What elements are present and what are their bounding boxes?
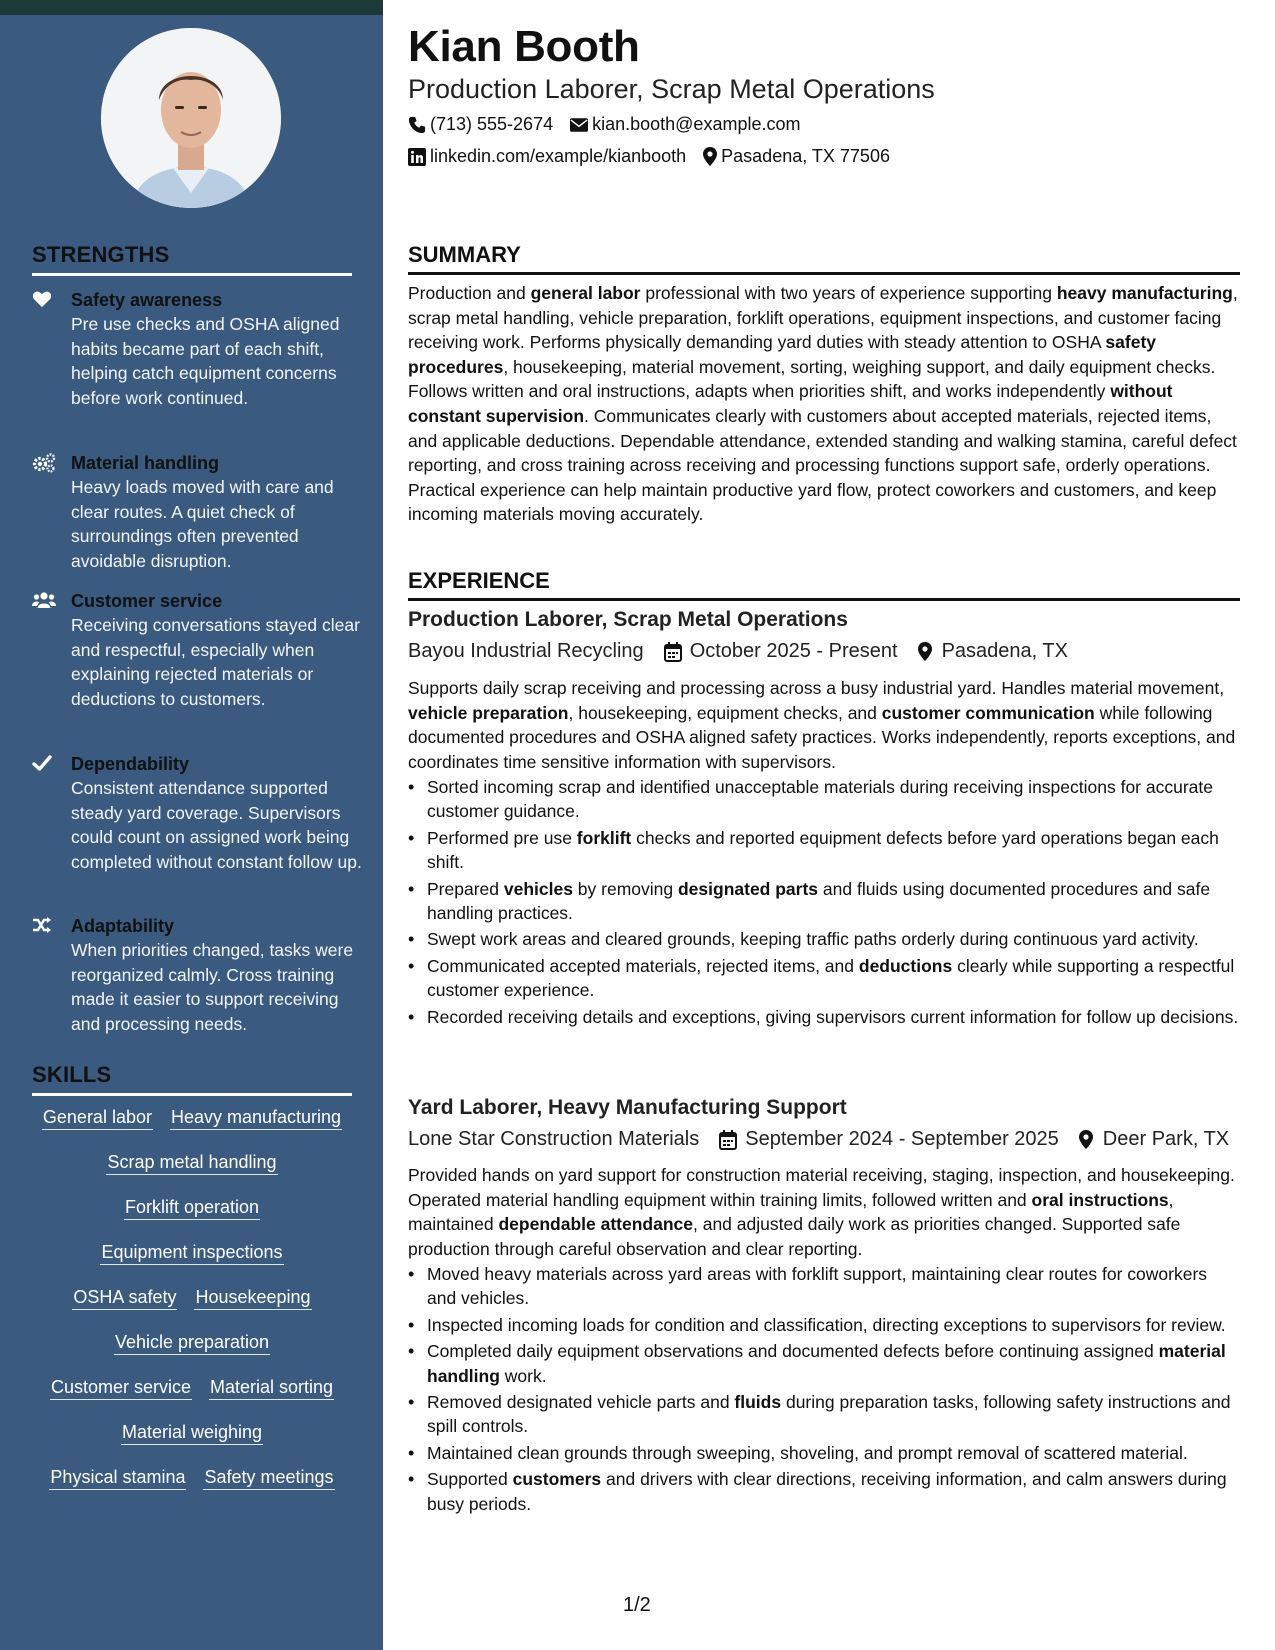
list-item: • Supported customers and drivers with clear directions, receiving information, and calm answers during busy periods. <box>408 1467 1240 1516</box>
strength-text: Receiving conversations stayed clear and respectful, especially when explaining rejected materials or deductions to customers. <box>71 615 360 709</box>
phone-number[interactable]: (713) 555-2674 <box>430 114 554 134</box>
strength-title: Safety awareness <box>71 290 223 310</box>
strength-text: Pre use checks and OSHA aligned habits became part of each shift, helping catch equipment concerns before work continued. <box>71 314 340 408</box>
calendar-icon <box>664 642 682 662</box>
job-description: Supports daily scrap receiving and processing across a busy industrial yard. Handles material movement, vehicle preparation, housekeeping, equipment checks, and customer communication while following documented procedures and OSHA aligned safety practices. Works independently, reports exceptions, and coordinates time sensitive information with supervisors. <box>408 678 1236 772</box>
profile-photo <box>101 28 281 208</box>
strength-title: Customer service <box>71 591 223 611</box>
list-item: • Completed daily equipment observations and documented defects before continuing assigned material handling work. <box>408 1339 1240 1388</box>
contact-row <box>408 146 907 167</box>
contact-row <box>408 114 817 135</box>
strength-text: Consistent attendance supported steady yard coverage. Supervisors could count on assigned work being completed without constant follow up. <box>71 778 362 872</box>
skill-tag: Material weighing <box>121 1420 263 1445</box>
list-item: • Performed pre use forklift checks and reported equipment defects before yard operations began each shift. <box>408 826 1240 875</box>
page-number: 1/2 <box>623 1594 651 1616</box>
shuffle-icon <box>32 916 56 936</box>
job-location: Pasadena, TX <box>941 640 1068 662</box>
skill-tag: Safety meetings <box>203 1465 334 1490</box>
summary-text: Production and general labor professional with two years of experience supporting heavy manufacturing, scrap metal handling, vehicle preparation, forklift operations, equipment inspections, and customer facing receiving work. Performs physically demanding yard duties with steady attention to OSHA safety procedures, housekeeping, material movement, sorting, weighing support, and daily equipment checks. Follows written and oral instructions, adapts when priorities shift, and works independently without constant supervision. Communicates clearly with customers about accepted materials, rejected items, and applicable deductions. Dependable attendance, extended standing and walking stamina, careful defect reporting, and cross training across receiving and processing functions support safe, orderly operations. Practical experience can help maintain productive yard flow, protect coworkers and customers, and keep incoming materials moving accurately. <box>408 283 1238 525</box>
avatar <box>101 28 281 208</box>
users-icon <box>32 591 56 611</box>
strength-title: Material handling <box>71 453 220 473</box>
gears-icon <box>32 453 56 473</box>
job-title: Yard Laborer, Heavy Manufacturing Support <box>408 1096 847 1119</box>
strength-title: Adaptability <box>71 916 175 936</box>
candidate-name: Kian Booth <box>408 22 640 71</box>
email-link[interactable]: kian.booth@example.com <box>592 114 801 134</box>
strength-item <box>32 752 362 874</box>
check-icon <box>32 754 56 774</box>
skill-tag: Heavy manufacturing <box>170 1105 342 1130</box>
job-description: Provided hands on yard support for construction material receiving, staging, inspection, and housekeeping. Operated material handling equipment within training limits, followed written and oral instructions, maintained dependable attendance, and adjusted daily work as priorities changed. Supported safe production through careful observation and clear reporting. <box>408 1165 1235 1259</box>
linkedin-icon <box>408 148 426 166</box>
strength-item <box>32 288 362 410</box>
job-title: Production Laborer, Scrap Metal Operations <box>408 608 848 631</box>
strength-item <box>32 451 362 573</box>
skills-list <box>32 1105 352 1510</box>
job-bullets <box>408 775 1240 1031</box>
list-item: • Swept work areas and cleared grounds, keeping traffic paths orderly during continuous yard activity. <box>408 927 1240 951</box>
list-item: • Communicated accepted materials, rejected items, and deductions clearly while supporting a respectful customer experience. <box>408 954 1240 1003</box>
location-pin-icon <box>1079 1130 1093 1149</box>
list-item: • Prepared vehicles by removing designated parts and fluids using documented procedures and safe handling practices. <box>408 877 1240 926</box>
candidate-title: Production Laborer, Scrap Metal Operations <box>408 74 935 104</box>
job-dates: September 2024 - September 2025 <box>745 1128 1059 1150</box>
skill-tag: General labor <box>42 1105 153 1130</box>
heart-icon <box>32 290 56 310</box>
summary-heading: SUMMARY <box>408 242 1240 275</box>
skill-tag: Scrap metal handling <box>106 1150 277 1175</box>
skill-tag: Physical stamina <box>49 1465 186 1490</box>
list-item: • Inspected incoming loads for condition and classification, directing exceptions to supervisors for review. <box>408 1313 1240 1337</box>
experience-heading: EXPERIENCE <box>408 568 1240 601</box>
job-bullets <box>408 1262 1240 1518</box>
job-company: Lone Star Construction Materials <box>408 1128 700 1150</box>
linkedin-link[interactable]: linkedin.com/example/kianbooth <box>430 146 687 166</box>
job-meta <box>408 640 1068 663</box>
strength-item <box>32 589 362 711</box>
skills-heading: SKILLS <box>32 1062 352 1096</box>
skill-tag: OSHA safety <box>72 1285 177 1310</box>
strength-title: Dependability <box>71 754 190 774</box>
strength-text: When priorities changed, tasks were reorganized calmly. Cross training made it easier to support receiving and processing needs. <box>71 940 354 1034</box>
strengths-heading: STRENGTHS <box>32 242 352 276</box>
list-item: • Recorded receiving details and exceptions, giving supervisors current information for follow up decisions. <box>408 1005 1240 1029</box>
job-location: Deer Park, TX <box>1102 1128 1230 1150</box>
job-dates: October 2025 - Present <box>689 640 898 662</box>
email-icon <box>570 118 588 132</box>
skill-tag: Housekeeping <box>194 1285 311 1310</box>
list-item: • Maintained clean grounds through sweeping, shoveling, and prompt removal of scattered material. <box>408 1441 1240 1465</box>
sidebar-top-bar <box>0 0 383 15</box>
location-text: Pasadena, TX 77506 <box>721 146 890 166</box>
calendar-icon <box>719 1130 737 1150</box>
strength-text: Heavy loads moved with care and clear routes. A quiet check of surroundings often prevented avoidable disruption. <box>71 477 334 571</box>
skill-tag: Forklift operation <box>124 1195 260 1220</box>
job-meta <box>408 1128 1229 1151</box>
list-item: • Moved heavy materials across yard areas with forklift support, maintaining clear routes for coworkers and vehicles. <box>408 1262 1240 1311</box>
phone-icon <box>408 116 426 134</box>
skill-tag: Material sorting <box>209 1375 334 1400</box>
list-item: • Removed designated vehicle parts and fluids during preparation tasks, following safety instructions and spill controls. <box>408 1390 1240 1439</box>
job-company: Bayou Industrial Recycling <box>408 640 644 662</box>
skill-tag: Equipment inspections <box>100 1240 283 1265</box>
strength-item <box>32 914 362 1036</box>
skill-tag: Customer service <box>50 1375 192 1400</box>
list-item: • Sorted incoming scrap and identified unacceptable materials during receiving inspections for accurate customer guidance. <box>408 775 1240 824</box>
location-pin-icon <box>918 642 932 661</box>
location-pin-icon <box>703 147 717 166</box>
skill-tag: Vehicle preparation <box>114 1330 270 1355</box>
